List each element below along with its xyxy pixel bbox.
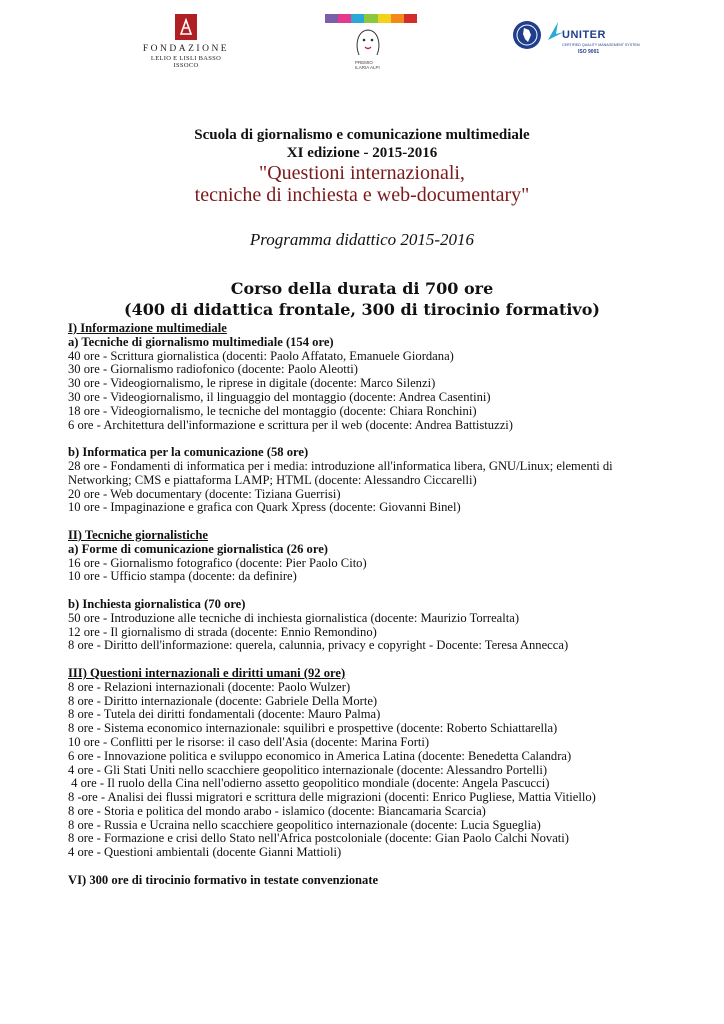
accredia-seal-icon [512,20,542,50]
school-title: Scuola di giornalismo e comunicazione multimediale [194,127,530,143]
list-item: 10 ore - Impaginazione e grafica con Quark Xpress (docente: Giovanni Binel) [68,500,461,515]
uniter-subtitle: CERTIFIED QUALITY MANAGEMENT SYSTEM [562,43,640,47]
list-item: 8 ore - Diritto internazionale (docente: Gabriele Della Morte) [68,693,378,708]
subsection-title: b) Informatica per la comunicazione (58 ore) [68,445,309,460]
document-header [0,122,724,320]
edition-title: XI edizione - 2015-2016 [286,145,438,161]
fondazione-name: FONDAZIONE [142,44,230,54]
list-item: 8 ore - Russia e Ucraina nello scacchiere geopolitico internazionale (docente: Lucia Sgueglia) [68,817,541,832]
course-title-line2: tecniche di inchiesta e web-documentary" [194,184,530,206]
list-item: 6 ore - Architettura dell'informazione e scrittura per il web (docente: Andrea Battistuzzi) [68,417,513,432]
list-item: 30 ore - Videogiornalismo, il linguaggio del montaggio (docente: Andrea Casentini) [68,389,491,404]
list-item: 28 ore - Fondamenti di informatica per i media: introduzione all'informatica libera, GNU/Linux; elementi di Networking; CMS e piattaforma LAMP; HTML (docente: Alessandro Ciccarelli) [68,458,613,487]
uniter-iso: ISO 9001 [578,49,600,55]
list-item: 12 ore - Il giornalismo di strada (docente: Ennio Remondino) [68,624,377,639]
section-title: VI) 300 ore di tirocinio formativo in testate convenzionate [68,872,379,887]
uniter-logo [548,20,640,60]
color-bar [378,14,391,23]
logo-bar [0,0,724,80]
list-item: 16 ore - Giornalismo fotografico (docente: Pier Paolo Cito) [68,555,367,570]
list-item: 4 ore - Gli Stati Uniti nello scacchiere geopolitico internazionale (docente: Alessandro Portelli) [68,762,548,777]
premio-color-bars [325,14,417,23]
course-title-line1: "Questioni internazionali, [259,162,465,184]
program-body [68,322,668,888]
list-item: 30 ore - Giornalismo radiofonico (docente: Paolo Aleotti) [68,362,358,377]
section-title: III) Questioni internazionali e diritti umani (92 ore) [68,665,346,680]
list-item: 4 ore - Questioni ambientali (docente Gianni Mattioli) [68,845,342,860]
spacer [68,432,668,446]
spacer [68,584,668,598]
fondazione-subname: LELIO E LISLI BASSO ISSOCO [150,55,222,69]
list-item: 10 ore - Conflitti per le risorse: il caso dell'Asia (docente: Marina Forti) [68,734,430,749]
spacer [68,515,668,529]
color-bar [338,14,351,23]
list-item: 6 ore - Innovazione politica e sviluppo economico in America Latina (docente: Benedetta Calandra) [68,748,572,763]
portrait-sketch-icon [351,25,385,59]
fondazione-logo [140,14,232,70]
list-item: 4 ore - Il ruolo della Cina nell'odierno assetto geopolitico mondiale (docente: Angela Pascucci) [68,776,550,791]
subsection-title: a) Forme di comunicazione giornalistica (26 ore) [68,541,328,556]
list-item: 8 ore - Tutela dei diritti fondamentali (docente: Mauro Palma) [68,707,381,722]
list-item: 50 ore - Introduzione alle tecniche di inchiesta giornalistica (docente: Maurizio Torrealta) [68,610,520,625]
spacer [68,653,668,667]
list-item: 8 -ore - Analisi dei flussi migratori e scrittura delle migrazioni (docenti: Enrico Pugliese, Mattia Vitiello) [68,790,596,805]
section-title: I) Informazione multimediale [68,321,227,335]
uniter-name: UNITER [562,29,606,41]
corso-duration: Corso della durata di 700 ore [230,279,494,298]
list-item: 8 ore - Sistema economico internazionale: squilibri e prospettive (docente: Roberto Schiattarella) [68,721,558,736]
list-item: 10 ore - Ufficio stampa (docente: da definire) [68,569,297,584]
subsection-title: a) Tecniche di giornalismo multimediale (154 ore) [68,334,334,349]
list-item: 8 ore - Relazioni internazionali (docente: Paolo Wulzer) [68,679,351,694]
color-bar [404,14,417,23]
list-item: 8 ore - Diritto dell'informazione: querela, calunnia, privacy e copyright - Docente: Teresa Annecca) [68,638,569,653]
color-bar [364,14,377,23]
list-item: 20 ore - Web documentary (docente: Tiziana Guerrisi) [68,486,341,501]
color-bar [351,14,364,23]
color-bar [325,14,338,23]
programma-title: Programma didattico 2015-2016 [249,230,475,249]
spacer [68,860,668,874]
premio-logo [325,14,417,70]
premio-text: PREMIO ILARIA ALPI [355,60,380,70]
fondazione-emblem-icon [175,14,197,40]
subsection-title: b) Inchiesta giornalistica (70 ore) [68,596,246,611]
list-item: 18 ore - Videogiornalismo, le tecniche del montaggio (docente: Chiara Ronchini) [68,403,477,418]
list-item: 30 ore - Videogiornalismo, le riprese in digitale (docente: Marco Silenzi) [68,376,436,391]
list-item: 8 ore - Formazione e crisi dello Stato nell'Africa postcoloniale (docente: Gian Paolo Calchi Novati) [68,831,569,846]
list-item: 8 ore - Storia e politica del mondo arabo - islamico (docente: Biancamaria Scarcia) [68,803,486,818]
list-item: 40 ore - Scrittura giornalistica (docenti: Paolo Affatato, Emanuele Giordana) [68,348,454,363]
color-bar [391,14,404,23]
section-title: II) Tecniche giornalistiche [68,527,208,542]
corso-breakdown: (400 di didattica frontale, 300 di tirocinio formativo) [124,300,600,319]
